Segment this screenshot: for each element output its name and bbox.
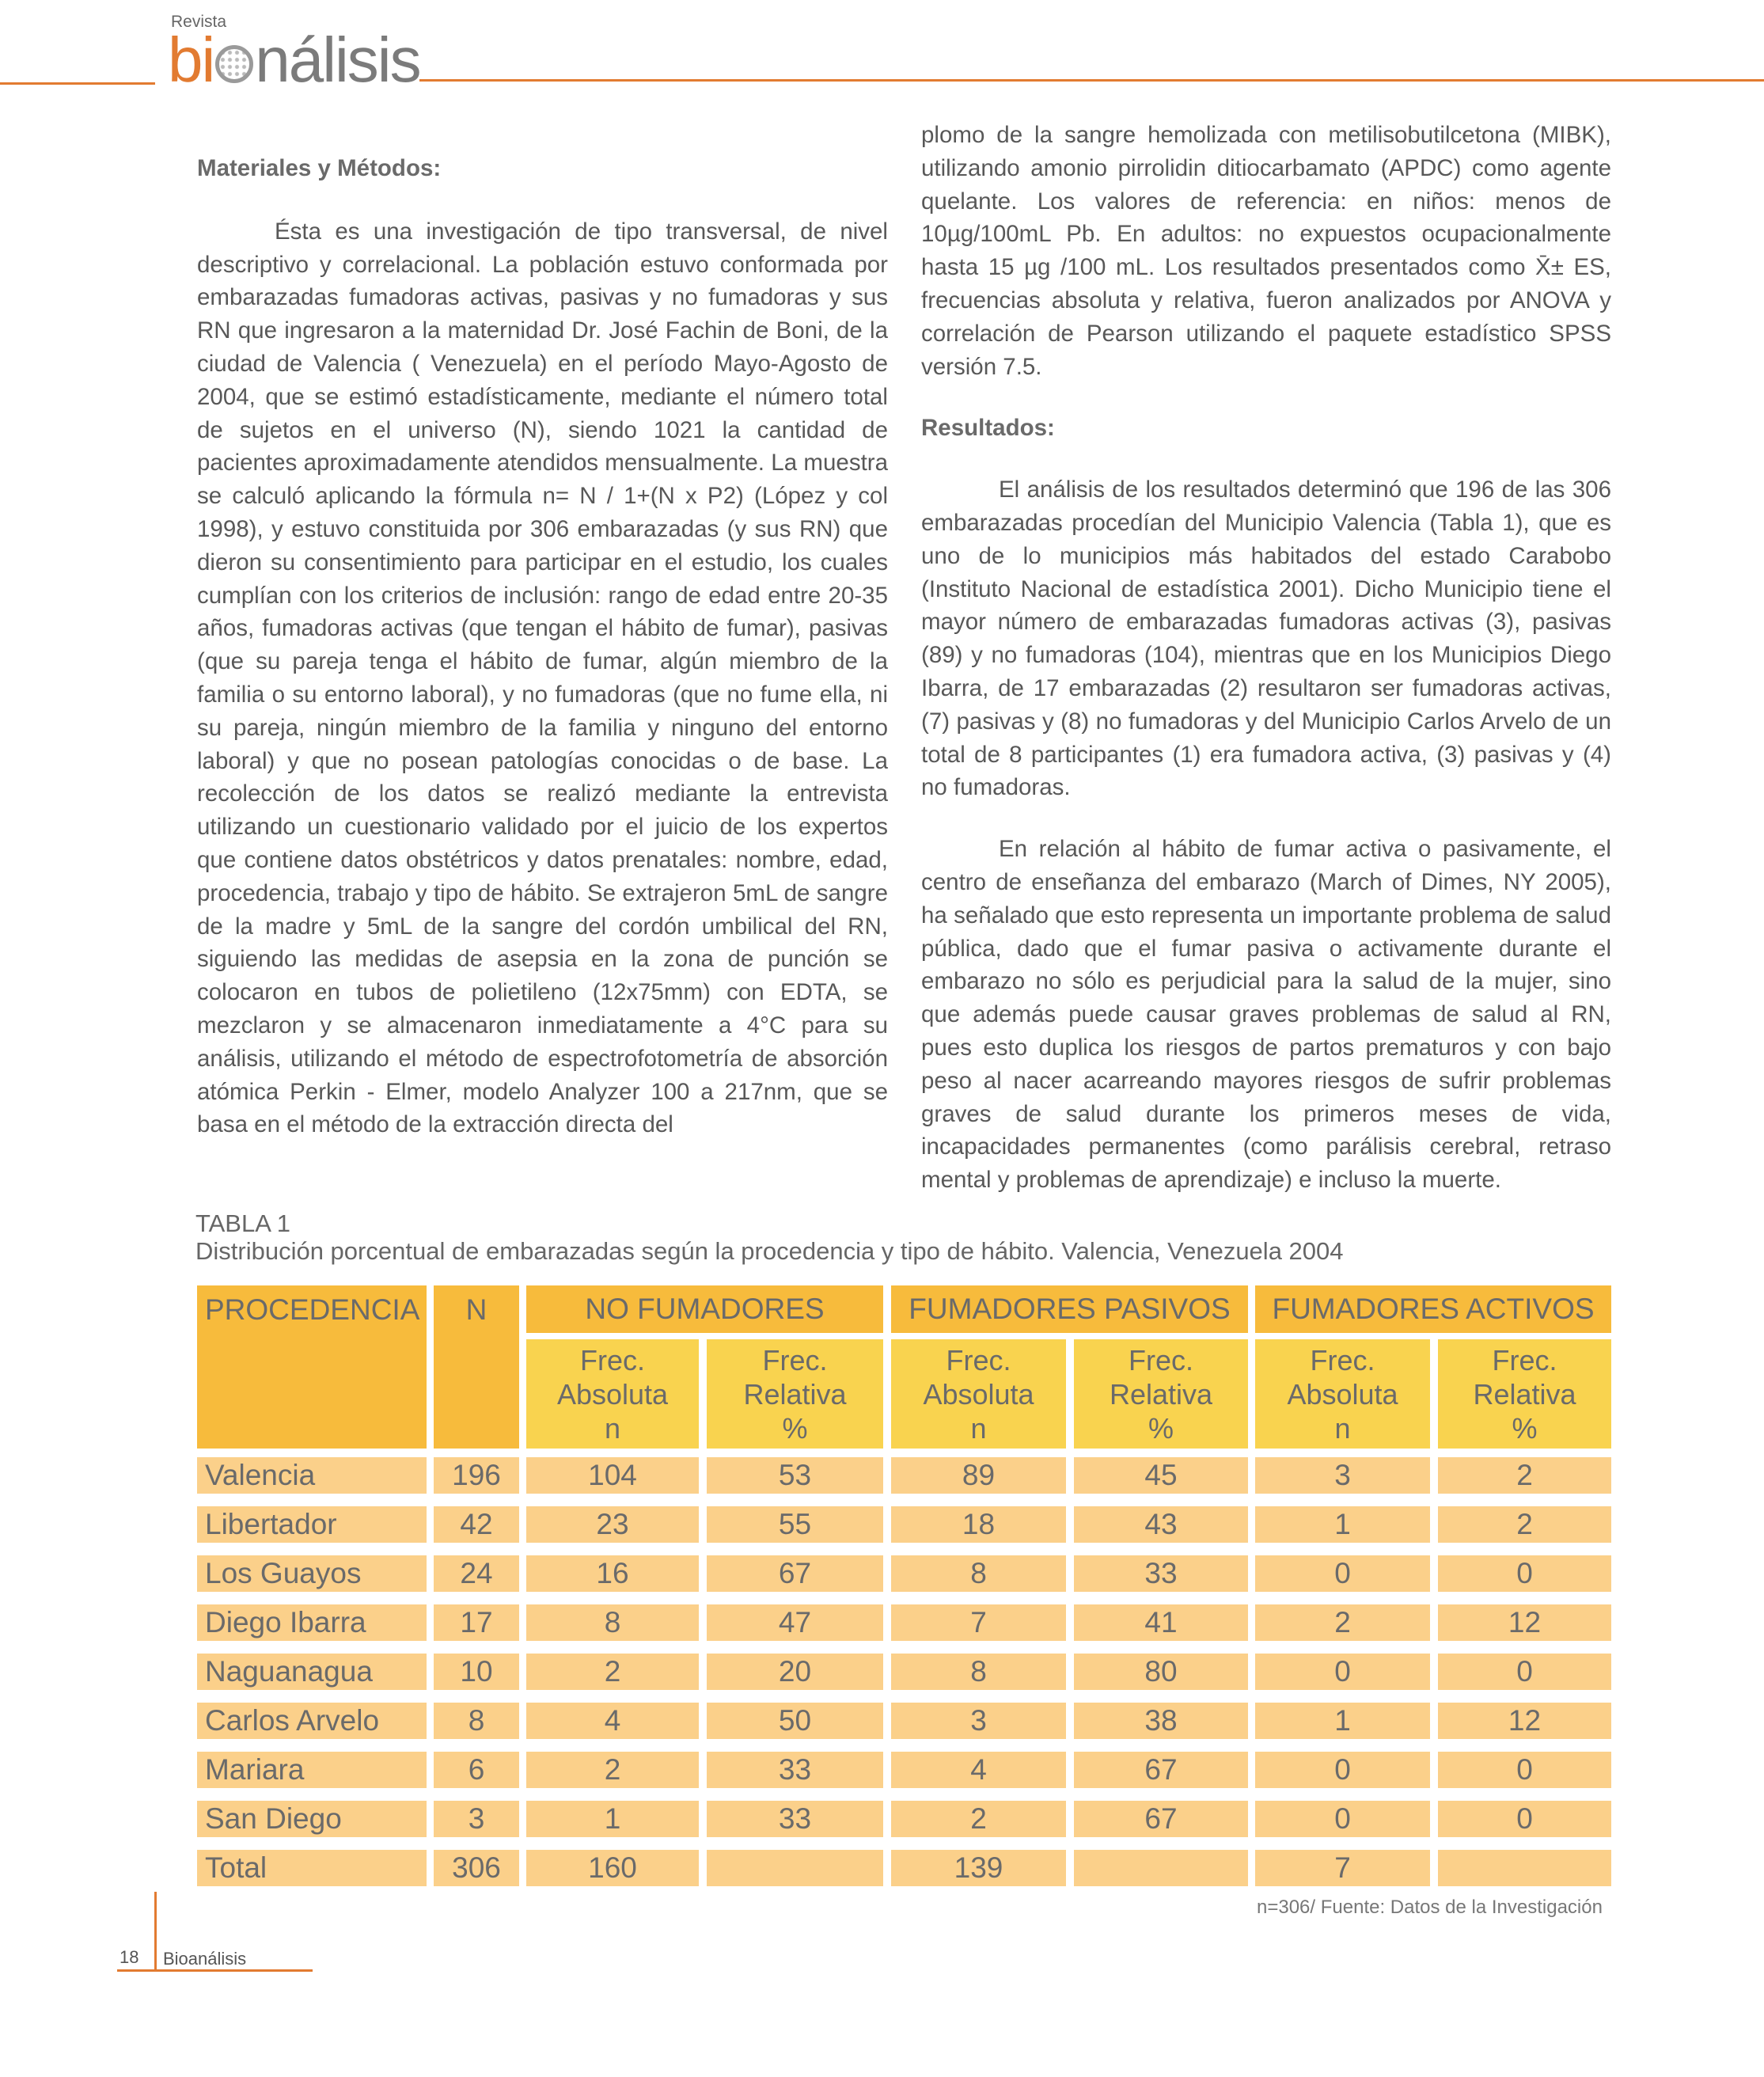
subheader-line: Absoluta (556, 1377, 669, 1411)
cell-nf-abs: 2 (526, 1654, 699, 1690)
cell-pas-abs: 4 (891, 1752, 1066, 1788)
cell-n: 196 (434, 1457, 519, 1494)
header-no-fumadores: NO FUMADORES (526, 1285, 883, 1333)
footer-vertical-rule (154, 1892, 157, 1971)
cell-pas-abs: 89 (891, 1457, 1066, 1494)
cell-pas-abs: 2 (891, 1801, 1066, 1837)
cell-act-rel (1438, 1850, 1611, 1886)
cell-nf-rel: 50 (707, 1703, 883, 1739)
subheader-line: Relativa (743, 1377, 847, 1411)
logo-part-bi: bi (168, 25, 214, 95)
footer-journal-name: Bioanálisis (163, 1949, 247, 1969)
cell-procedencia: Carlos Arvelo (197, 1703, 427, 1739)
header-fumadores-activos: FUMADORES ACTIVOS (1255, 1285, 1611, 1333)
subheader-line: Absoluta (923, 1377, 1034, 1411)
cell-n: 8 (434, 1703, 519, 1739)
cell-nf-abs: 160 (526, 1850, 699, 1886)
cell-act-rel: 0 (1438, 1801, 1611, 1837)
logo-part-rest: nálisis (255, 25, 420, 95)
cell-act-abs: 0 (1255, 1801, 1430, 1837)
cell-pas-rel: 67 (1074, 1752, 1248, 1788)
subheader-line: Frec. (579, 1343, 645, 1376)
cell-procedencia: San Diego (197, 1801, 427, 1837)
results-heading: Resultados: (921, 415, 1055, 442)
cell-nf-abs: 16 (526, 1555, 699, 1592)
subheader-line: Absoluta (1287, 1377, 1398, 1411)
subheader-absolute (1255, 1339, 1430, 1449)
subheader-line: Frec. (1128, 1343, 1193, 1376)
cell-pas-abs: 7 (891, 1604, 1066, 1641)
cell-procedencia: Diego Ibarra (197, 1604, 427, 1641)
subheader-absolute (526, 1339, 699, 1449)
cell-procedencia: Total (197, 1850, 427, 1886)
right-column (921, 119, 1611, 1197)
subheader-line: % (1512, 1411, 1538, 1445)
cell-procedencia: Mariara (197, 1752, 427, 1788)
page-number: 18 (119, 1947, 139, 1967)
table-caption: Distribución porcentual de embarazadas según la procedencia y tipo de hábito. Valencia, Venezuela 2004 (195, 1237, 1344, 1265)
cell-act-rel: 2 (1438, 1506, 1611, 1543)
subheader-line: Frec. (946, 1343, 1011, 1376)
cell-procedencia: Valencia (197, 1457, 427, 1494)
subheader-line: Relativa (1473, 1377, 1576, 1411)
cell-act-abs: 7 (1255, 1850, 1430, 1886)
cell-n: 17 (434, 1604, 519, 1641)
subheader-line: Frec. (1492, 1343, 1557, 1376)
subheader-relative (707, 1339, 883, 1449)
cell-pas-rel: 45 (1074, 1457, 1248, 1494)
cell-nf-rel: 55 (707, 1506, 883, 1543)
cell-nf-rel: 33 (707, 1752, 883, 1788)
cell-pas-rel (1074, 1850, 1248, 1886)
cell-n: 10 (434, 1654, 519, 1690)
cell-pas-abs: 139 (891, 1850, 1066, 1886)
subheader-line: % (782, 1411, 808, 1445)
cell-act-abs: 0 (1255, 1555, 1430, 1592)
materials-methods-paragraph: Ésta es una investigación de tipo transversal, de nivel descriptivo y correlacional. La población estuvo conformada por embarazadas fumadoras activas, pasivas y no fumadoras y sus RN que ingresaron a la maternidad Dr. José Fachin de Boni, de la ciudad de Valencia ( Venezuela) en el período Mayo-Agosto de 2004, que se estimó estadísticamente, mediante el número total de sujetos en el universo (N), siendo 1021 la cantidad de pacientes aproximadamente atendidos mensualmente. La muestra se calculó aplicando la fórmula n= N / 1+(N x P2) (López y col 1998), y estuvo constituida por 306 embarazadas (y sus RN) que dieron su consentimiento para participar en el estudio, los cuales cumplían con los criterios de inclusión: rango de edad entre 20-35 años, fumadoras activas (que tengan el hábito de fumar), pasivas (que su pareja tenga el hábito de fumar, algún miembro de la familia o su entorno laboral), y no fumadoras (que no fume ella, ni su pareja, ningún miembro de la familia y ninguno del entorno laboral) y que no posean patologías conocidas o de base. La recolección de los datos se realizó mediante la entrevista utilizando un cuestionario validado por el juicio de los expertos que contiene datos obstétricos y datos prenatales: nombre, edad, procedencia, trabajo y tipo de hábito. Se extrajeron 5mL de sangre de la madre y 5mL de la sangre del cordón umbilical del RN, siguiendo las medidas de asepsia en la zona de punción se colocaron en tubos de polietileno (12x75mm) con EDTA, se mezclaron y se almacenaron inmediatamente a 4°C para su análisis, utilizando el método de espectrofotometría de absorción atómica Perkin - Elmer, modelo Analyzer 100 a 217nm, que se basa en el método de la extracción directa del (197, 218, 888, 1138)
footer-rule (117, 1969, 313, 1972)
cell-act-abs: 2 (1255, 1604, 1430, 1641)
subheader-line: % (1148, 1411, 1174, 1445)
subheader-line: n (970, 1411, 987, 1445)
journal-logo (168, 25, 420, 95)
materials-methods-heading: Materiales y Métodos: (197, 155, 442, 181)
cell-nf-abs: 23 (526, 1506, 699, 1543)
cell-act-rel: 0 (1438, 1752, 1611, 1788)
cell-n: 306 (434, 1850, 519, 1886)
cell-act-abs: 1 (1255, 1703, 1430, 1739)
results-paragraph-1: El análisis de los resultados determinó que 196 de las 306 embarazadas procedían del Municipio Valencia (Tabla 1), que es uno de lo municipios más habitados del estado Carabobo (Instituto Nacional de estadística 2001). Dicho Municipio tiene el mayor número de embarazadas fumadoras activas (3), pasivas (89) y no fumadoras (104), mientras que en los Municipios Diego Ibarra, de 17 embarazadas (2) resultaron ser fumadoras activas, (7) pasivas y (8) no fumadoras y del Municipio Carlos Arvelo de un total de 8 participantes (1) era fumadora activa, (3) pasivas y (4) no fumadoras. (921, 477, 1611, 801)
results-paragraph-2: En relación al hábito de fumar activa o pasivamente, el centro de enseñanza del embarazo (March of Dimes, NY 2005), ha señalado que esto representa un importante problema de salud pública, dado que el fumar pasiva o activamente durante el embarazo no sólo es perjudicial para la salud de la mujer, sino que además puede causar graves problemas de salud al RN, pues esto duplica los riesgos de partos prematuros y con bajo peso al nacer acarreando mayores riesgos de sufrir problemas graves de salud durante los primeros meses de vida, incapacidades permanentes (como parálisis cerebral, retraso mental y problemas de aprendizaje) e incluso la muerte. (921, 836, 1611, 1194)
cell-procedencia: Los Guayos (197, 1555, 427, 1592)
header-fumadores-pasivos: FUMADORES PASIVOS (891, 1285, 1248, 1333)
left-column (197, 152, 888, 1141)
header-rule-right (419, 79, 1764, 82)
cell-nf-rel: 53 (707, 1457, 883, 1494)
cell-act-abs: 3 (1255, 1457, 1430, 1494)
cell-pas-rel: 41 (1074, 1604, 1248, 1641)
cell-pas-abs: 3 (891, 1703, 1066, 1739)
subheader-line: n (1334, 1411, 1351, 1445)
cell-procedencia: Naguanagua (197, 1654, 427, 1690)
cell-procedencia: Libertador (197, 1506, 427, 1543)
cell-act-abs: 0 (1255, 1654, 1430, 1690)
cell-act-abs: 0 (1255, 1752, 1430, 1788)
cell-pas-abs: 8 (891, 1555, 1066, 1592)
cell-pas-rel: 33 (1074, 1555, 1248, 1592)
subheader-relative (1074, 1339, 1248, 1449)
header-procedencia: PROCEDENCIA (197, 1285, 427, 1449)
cell-nf-rel: 33 (707, 1801, 883, 1837)
logo-globe-icon (215, 45, 253, 83)
cell-nf-rel: 67 (707, 1555, 883, 1592)
subheader-line: Frec. (762, 1343, 828, 1376)
subheader-line: n (604, 1411, 621, 1445)
subheader-relative (1438, 1339, 1611, 1449)
cell-act-rel: 12 (1438, 1703, 1611, 1739)
cell-nf-rel: 20 (707, 1654, 883, 1690)
header-n: N (434, 1285, 519, 1449)
header-rule-left (0, 82, 155, 85)
cell-nf-abs: 8 (526, 1604, 699, 1641)
cell-nf-abs: 1 (526, 1801, 699, 1837)
cell-pas-rel: 38 (1074, 1703, 1248, 1739)
cell-nf-abs: 2 (526, 1752, 699, 1788)
subheader-line: Frec. (1310, 1343, 1375, 1376)
cell-act-rel: 0 (1438, 1654, 1611, 1690)
subheader-absolute (891, 1339, 1066, 1449)
subheader-line: Relativa (1109, 1377, 1213, 1411)
cell-pas-abs: 18 (891, 1506, 1066, 1543)
table-source-note: n=306/ Fuente: Datos de la Investigación (1257, 1897, 1603, 1918)
cell-nf-rel (707, 1850, 883, 1886)
cell-n: 42 (434, 1506, 519, 1543)
table-label: TABLA 1 (195, 1209, 291, 1237)
cell-pas-rel: 43 (1074, 1506, 1248, 1543)
cell-n: 3 (434, 1801, 519, 1837)
cell-pas-abs: 8 (891, 1654, 1066, 1690)
cell-n: 6 (434, 1752, 519, 1788)
cell-act-rel: 12 (1438, 1604, 1611, 1641)
methods-continuation-paragraph: plomo de la sangre hemolizada con metilisobutilcetona (MIBK), utilizando amonio pirrolidin ditiocarbamato (APDC) como agente quelante. Los valores de referencia: en niños: menos de 10µg/100mL Pb. En adultos: no expuestos ocupacionalmente hasta 15 µg /100 mL. Los resultados presentados como X̄± ES, frecuencias absoluta y relativa, fueron analizados por ANOVA y correlación de Pearson utilizando el paquete estadístico SPSS versión 7.5. (921, 122, 1611, 380)
cell-nf-abs: 104 (526, 1457, 699, 1494)
revista-label: Revista (171, 13, 227, 31)
cell-n: 24 (434, 1555, 519, 1592)
cell-act-abs: 1 (1255, 1506, 1430, 1543)
cell-nf-abs: 4 (526, 1703, 699, 1739)
cell-pas-rel: 80 (1074, 1654, 1248, 1690)
cell-act-rel: 2 (1438, 1457, 1611, 1494)
cell-act-rel: 0 (1438, 1555, 1611, 1592)
cell-nf-rel: 47 (707, 1604, 883, 1641)
cell-pas-rel: 67 (1074, 1801, 1248, 1837)
